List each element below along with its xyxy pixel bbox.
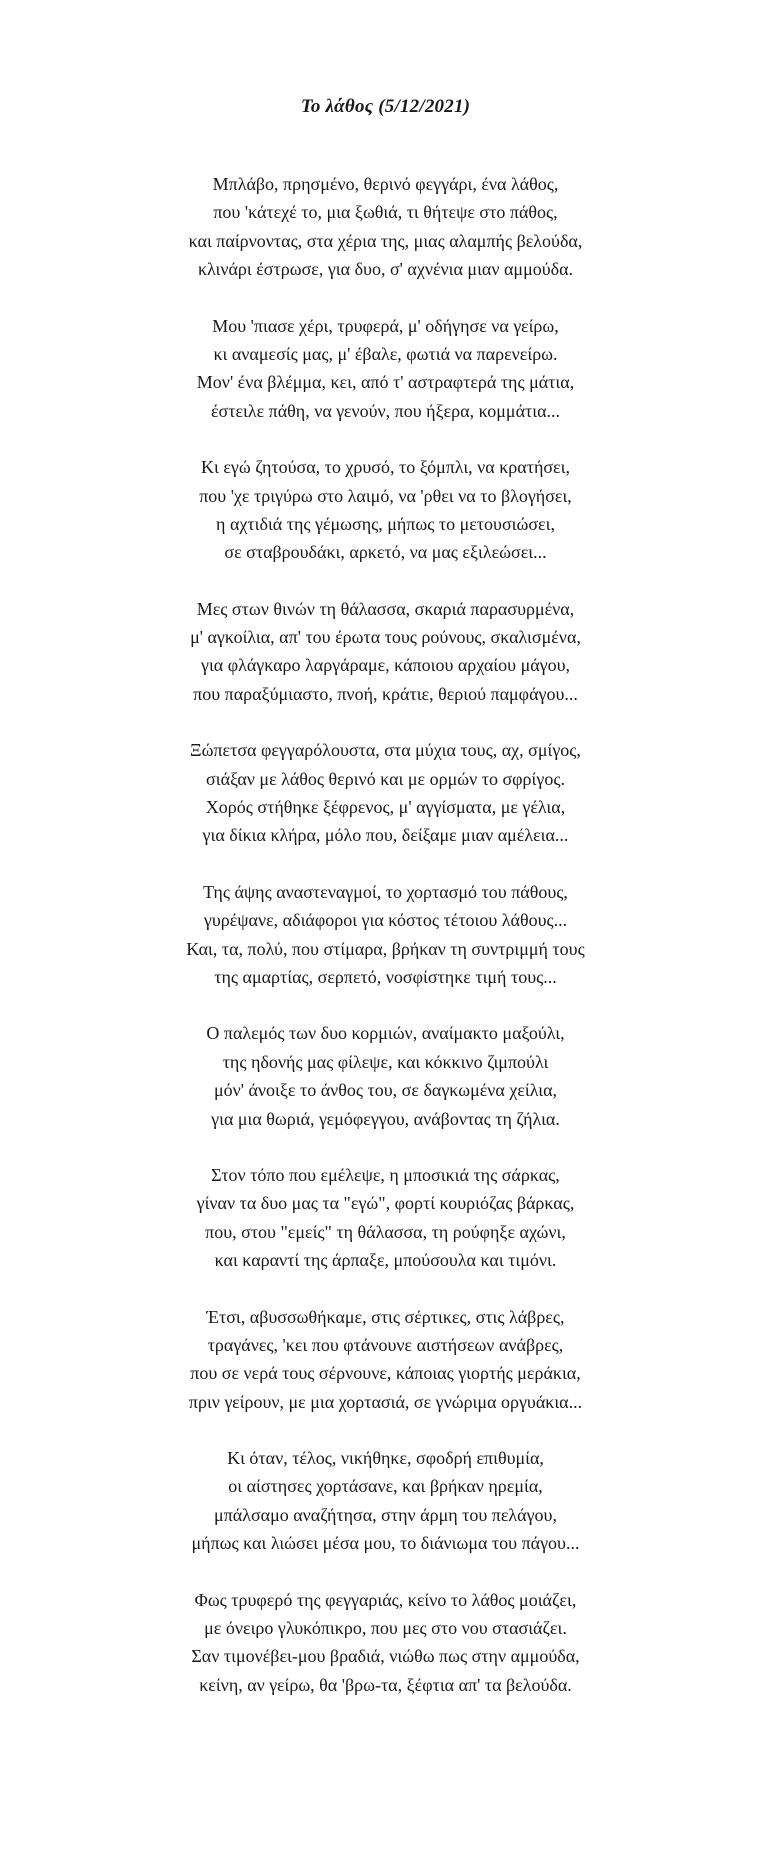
poem-line: Κι όταν, τέλος, νικήθηκε, σφοδρή επιθυμία,	[227, 1448, 544, 1469]
poem-line: μόν' άνοιξε το άνθος του, σε δαγκωμένα χείλια,	[213, 1080, 558, 1101]
poem-line: για φλάγκαρο λαργάραμε, κάποιου αρχαίου μάγου,	[200, 655, 571, 676]
poem-line: Στον τόπο που εμέλεψε, η μποσικιά της σάρκας,	[211, 1164, 560, 1185]
poem-line: της ηδονής μας φίλεψε, και κόκκινο ζιμπούλι	[222, 1051, 549, 1072]
poem-title: Το λάθος (5/12/2021)	[300, 96, 471, 117]
poem-line: μ' αγκοίλια, απ' του έρωτα τους ρούνους, σκαλισμένα,	[190, 627, 581, 648]
stanza	[0, 453, 771, 567]
stanza	[0, 1019, 771, 1133]
poem-line: οι αίστησες χορτάσανε, και βρήκαν ηρεμία,	[228, 1476, 543, 1497]
poem-line: κλινάρι έστρωσε, για δυο, σ' αχνένια μιαν αμμούδα.	[197, 259, 574, 280]
stanza	[0, 312, 771, 426]
poem-line: Έτσι, αβυσσωθήκαμε, στις σέρτικες, στις λάβρες,	[206, 1306, 565, 1327]
poem-line: που σε νερά τους σέρνουνε, κάποιας γιορτής μεράκια,	[190, 1363, 581, 1384]
poem-body	[0, 170, 771, 1727]
poem-line: Σαν τιμονέβει-μου βραδιά, νιώθω πως στην αμμούδα,	[191, 1646, 580, 1667]
stanza	[0, 170, 771, 284]
poem-line: Μον' ένα βλέμμα, κει, από τ' αστραφτερά της μάτια,	[196, 372, 575, 393]
poem-line: Της άψης αναστεναγμοί, το χορτασμό του πάθους,	[203, 881, 568, 902]
poem-line: η αχτιδιά της γέμωσης, μήπως το μετουσιώσει,	[216, 513, 555, 534]
poem-line: τραγάνες, 'κει που φτάνουνε αιστήσεων ανάβρες,	[207, 1334, 564, 1355]
poem-line: που 'κάτεχέ το, μια ξωθιά, τι θήτεψε στο πάθος,	[213, 202, 558, 223]
poem-line: για μια θωριά, γεμόφεγγου, ανάβοντας τη ζήλια.	[211, 1108, 560, 1129]
stanza	[0, 595, 771, 709]
stanza	[0, 736, 771, 850]
poem-line: έστειλε πάθη, να γενούν, που ήξερα, κομμάτια...	[210, 400, 561, 421]
poem-line: Ο παλεμός των δυο κορμιών, αναίμακτο μαξούλι,	[206, 1023, 565, 1044]
stanza	[0, 1161, 771, 1275]
poem-line: Μου 'πιασε χέρι, τρυφερά, μ' οδήγησε να γείρω,	[212, 315, 559, 336]
poem-line: κείνη, αν γείρω, θα 'βρω-τα, ξέφτια απ' τα βελούδα.	[199, 1674, 572, 1695]
poem-line: μπάλσαμο αναζήτησα, στην άρμη του πελάγου,	[214, 1504, 557, 1525]
poem-line: και καραντί της άρπαξε, μπούσουλα και τιμόνι.	[214, 1250, 557, 1271]
poem-line: σιάξαν με λάθος θερινό και με ορμών το σφρίγος.	[206, 768, 565, 789]
poem-line: της αμαρτίας, σερπετό, νοσφίστηκε τιμή τους...	[214, 966, 557, 987]
poem-line: κι αναμεσίς μας, μ' έβαλε, φωτιά να παρενείρω.	[213, 343, 558, 364]
poem-line: Χορός στήθηκε ξέφρενος, μ' αγγίσματα, με γέλια,	[205, 797, 566, 818]
poem-line: Μες στων θινών τη θάλασσα, σκαριά παρασυρμένα,	[196, 598, 575, 619]
poem-line: που παραξύμιαστο, πνοή, κράτιε, θεριού παμφάγου...	[193, 683, 578, 704]
poem-line: και παίρνοντας, στα χέρια της, μιας αλαμπής βελούδα,	[188, 230, 583, 251]
stanza	[0, 878, 771, 992]
poem-line: μήπως και λιώσει μέσα μου, το διάνιωμα του πάγου...	[191, 1533, 580, 1554]
poem-line: πριν γείρουν, με μια χορτασιά, σε γνώριμα οργυάκια...	[188, 1391, 583, 1412]
poem-line: γίναν τα δυο μας τα "εγώ", φορτί κουριόζας βάρκας,	[196, 1193, 575, 1214]
stanza	[0, 1586, 771, 1700]
poem-line: σε σταβρουδάκι, αρκετό, να μας εξιλεώσει...	[224, 542, 547, 563]
stanza	[0, 1303, 771, 1417]
poem-line: Ξώπετσα φεγγαρόλουστα, στα μύχια τους, αχ, σμίγος,	[190, 740, 581, 761]
poem-line: με όνειρο γλυκόπικρο, που μες στο νου στασιάζει.	[204, 1618, 567, 1639]
poem-line: που, στου "εμείς" τη θάλασσα, τη ρούφηξε αχώνι,	[205, 1221, 566, 1242]
poem-line: για δίκια κλήρα, μόλο που, δείξαμε μιαν αμέλεια...	[202, 825, 569, 846]
poem-line: Και, τα, πολύ, που στίμαρα, βρήκαν τη συντριμμή τους	[186, 938, 585, 959]
poem-line: Κι εγώ ζητούσα, το χρυσό, το ξόμπλι, να κρατήσει,	[201, 457, 570, 478]
poem-line: γυρέψανε, αδιάφοροι για κόστος τέτοιου λάθους...	[203, 910, 568, 931]
poem-line: Μπλάβο, πρησμένο, θερινό φεγγάρι, ένα λάθος,	[212, 174, 559, 194]
poem-line: που 'χε τριγύρω στο λαιμό, να 'ρθει να το βλογήσει,	[199, 485, 572, 506]
stanza	[0, 1444, 771, 1558]
poem-line: Φως τρυφερό της φεγγαριάς, κείνο το λάθος μοιάζει,	[194, 1589, 577, 1610]
